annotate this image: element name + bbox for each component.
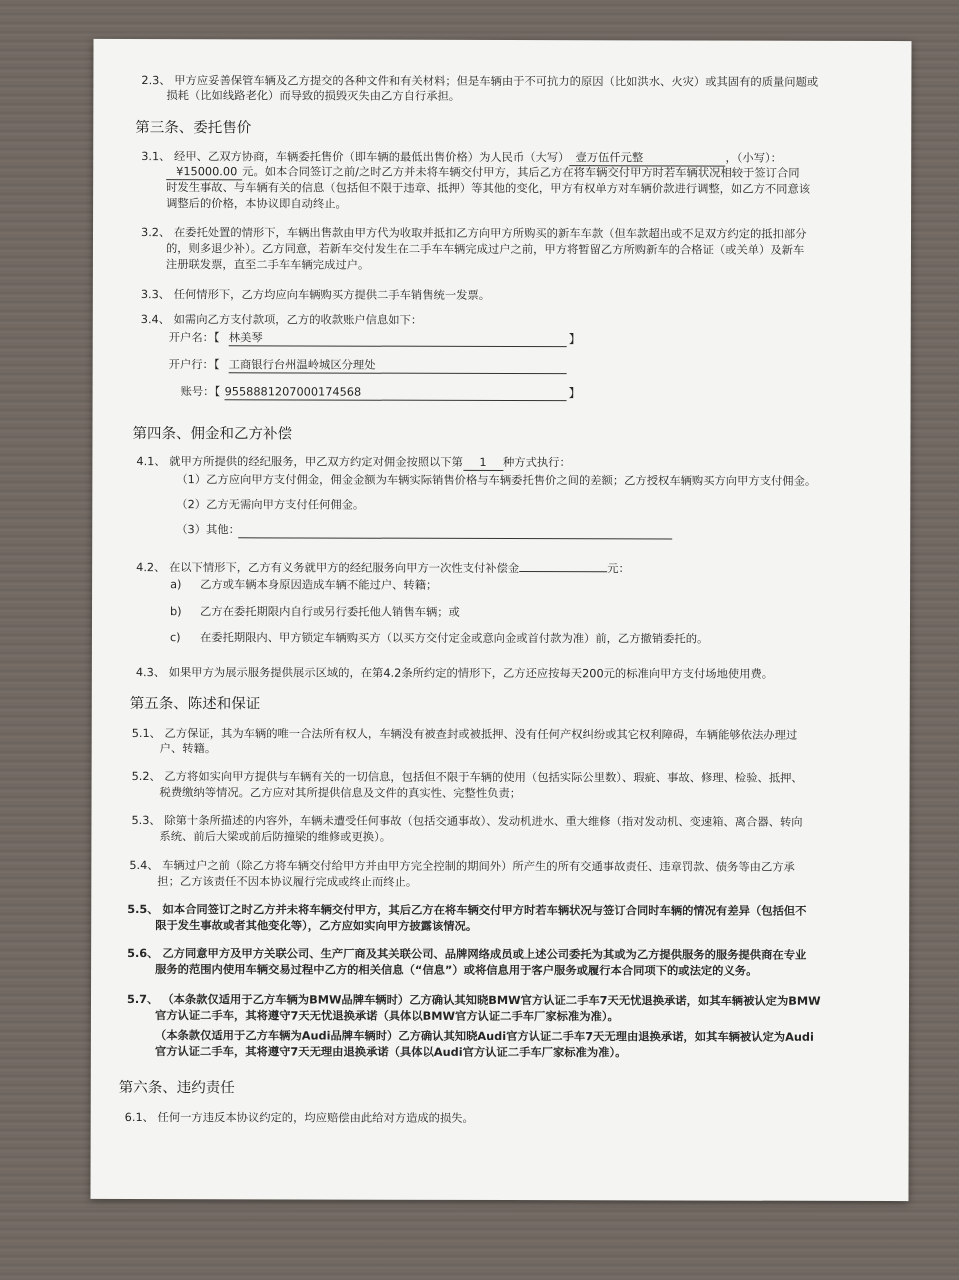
clause-3-1-line3: 时发生事故、与车辆有关的信息（包括但不限于违章、抵押）等其他的变化，甲方有权单方对车辆价款进行调整，如乙方不同意该: [166, 181, 811, 196]
article-6-heading: 第六条、违约责任: [118, 1080, 235, 1097]
clause-5-2-line2: 税费缴纳等情况。乙方应对其所提供信息及文件的真实性、完整性负责；: [159, 786, 522, 801]
compensation-amount-field: [519, 571, 607, 572]
article-3-heading: 第三条、委托售价: [135, 120, 252, 137]
item-b-text: 乙方在委托期限内自行或另行委托他人销售车辆；或: [200, 605, 460, 619]
clause-4-3: 4.3、 如果甲方为展示服务提供展示区域的，在第4.2条所约定的情形下，乙方还应按每天200元的标准向甲方支付场地使用费。: [135, 666, 774, 681]
clause-3-1-line1: 3.1、 经甲、乙双方协商，车辆委托售价（即车辆的最低出售价格）为人民币（大写） 壹万伍仟元整 ，（小写）：: [141, 150, 782, 165]
clause-5-6-line2: 服务的范围内使用车辆交易过程中乙方的相关信息（“信息”）或将信息用于客户服务或履行本合同项下的或法定的义务。: [155, 963, 758, 978]
commission-option-1: （1）乙方应向甲方支付佣金，佣金金额为车辆实际销售价格与车辆委托售价之间的差额；乙方授权车辆购买方向甲方支付佣金。: [176, 473, 817, 488]
article-4-heading: 第四条、佣金和乙方补偿: [132, 426, 293, 443]
clause-2-3-line2: 损耗（比如线路老化）而导致的损毁灭失由乙方自行承担。: [166, 89, 461, 103]
clause-5-1-line2: 户、转籍。: [159, 742, 217, 756]
article-5-heading: 第五条、陈述和保证: [129, 696, 261, 713]
item-b-marker: b): [170, 605, 182, 619]
clause-3-2-line2: 的，则多退少补）。乙方同意，若新车交付发生在二手车车辆完成过户之前，甲方将暂留乙方所购新车的合格证（或关单）及新车: [165, 242, 805, 257]
commission-option-field: 1: [463, 456, 503, 471]
clause-3-1-line4: 调整后的价格，本协议即自动终止。: [166, 197, 347, 211]
clause-5-7-line3: （本条款仅适用于乙方车辆为Audi品牌车辆时）乙方确认其知晓Audi官方认证二手车7天无理由退换承诺，如其车辆被认定为Audi: [154, 1029, 814, 1044]
clause-6-1: 6.1、 任何一方违反本协议约定的，均应赔偿由此给对方造成的损失。: [124, 1111, 474, 1125]
account-number-label: 账号：【: [180, 385, 221, 399]
item-c-marker: c): [169, 631, 181, 645]
account-number-close: 】: [568, 386, 581, 401]
contract-page: [90, 39, 911, 1201]
clause-5-2-line1: 5.2、 乙方将如实向甲方提供与车辆有关的一切信息，包括但不限于车辆的使用（包括实际公里数）、瑕疵、事故、修理、检验、抵押、: [131, 770, 803, 785]
clause-5-1-line1: 5.1、 乙方保证，其为车辆的唯一合法所有权人，车辆没有被查封或被抵押、没有任何产权纠纷或其它权利障碍，车辆能够依法办理过: [131, 727, 798, 742]
upper-amount-field: 壹万伍仟元整: [569, 151, 725, 166]
clause-5-7-line4: 官方认证二手车，其将遵守7天无理由退换承诺（具体以Audi官方认证二手车厂家标准为准）。: [154, 1045, 627, 1060]
clause-4-2-line1: 4.2、 在以下情形下，乙方有义务就甲方的经纪服务向甲方一次性支付补偿金 元：: [136, 561, 630, 576]
clause-5-7-line1: 5.7、 （本条款仅适用于乙方车辆为BMW品牌车辆时）乙方确认其知晓BMW官方认证二手车7天无忧退换承诺，如其车辆被认定为BMW: [126, 993, 821, 1008]
account-name-field: 林美琴: [229, 331, 567, 347]
clause-5-5-line2: 限于发生事故或者其他变化等），乙方应如实向甲方披露该情况。: [155, 919, 478, 933]
bank-field: 工商银行台州温岭城区分理处: [229, 358, 567, 374]
lower-amount-field: ¥15000.00: [166, 165, 242, 180]
other-option-blank: [238, 537, 672, 539]
commission-option-2: （2）乙方无需向甲方支付任何佣金。: [176, 498, 365, 512]
clause-3-3: 3.3、 任何情形下，乙方均应向车辆购买方提供二手车销售统一发票。: [140, 288, 491, 302]
clause-5-4-line2: 担；乙方该责任不因本协议履行完成或终止而终止。: [157, 875, 418, 889]
clause-5-3-line1: 5.3、 除第十条所描述的内容外，车辆未遭受任何事故（包括交通事故）、发动机进水、重大维修（指对发动机、变速箱、离合器、转向: [131, 814, 803, 829]
clause-2-3-line1: 2.3、 甲方应妥善保管车辆及乙方提交的各种文件和有关材料；但是车辆由于不可抗力的原因（比如洪水、火灾）或其固有的质量问题或: [141, 74, 819, 89]
clause-5-6-line1: 5.6、 乙方同意甲方及甲方关联公司、生产厂商及其关联公司、品牌网络成员或上述公司委托为其或为乙方提供服务的服务提供商在专业: [127, 947, 807, 962]
clause-3-2-line3: 注册联发票，直至二手车车辆完成过户。: [165, 258, 370, 272]
clause-3-4-intro: 3.4、 如需向乙方支付款项，乙方的收款账户信息如下：: [140, 313, 423, 327]
account-name-close: 】: [568, 332, 581, 347]
clause-5-7-line2: 官方认证二手车，其将遵守7天无忧退换承诺（具体以BMW官方认证二手车厂家标准为准）。: [154, 1009, 619, 1024]
commission-option-3: （3）其他：: [176, 523, 240, 537]
account-name-label: 开户名：【: [168, 331, 220, 345]
account-number-field: 9558881207000174568: [225, 385, 567, 401]
clause-3-2-line1: 3.2、 在委托处置的情形下，车辆出售款由甲方代为收取并抵扣乙方向甲方所购买的新车车款（但车款超出或不足双方约定的抵扣部分: [140, 226, 807, 241]
item-c-text: 在委托期限内、甲方锁定车辆购买方（以买方交付定金或意向金或首付款为准）前，乙方撤销委托的。: [199, 631, 709, 646]
item-a-marker: a): [170, 578, 182, 592]
clause-5-5-line1: 5.5、 如本合同签订之时乙方并未将车辆交付甲方，其后乙方在将车辆交付甲方时若车辆状况与签订合同时车辆的情况有差异（包括但不: [127, 903, 807, 918]
clause-3-1-line2: ¥15000.00 元。如本合同签订之前/之时乙方并未将车辆交付甲方，其后乙方在将车辆交付甲方时若车辆状况相较于签订合同: [166, 165, 799, 182]
clause-4-1-line1: 4.1、 就甲方所提供的经纪服务，甲乙双方约定对佣金按照以下第 1 种方式执行：: [136, 455, 571, 470]
clause-5-4-line1: 5.4、 车辆过户之前（除乙方将车辆交付给甲方并由甲方完全控制的期间外）所产生的所有交通事故责任、违章罚款、债务等由乙方承: [129, 859, 795, 874]
item-a-text: 乙方或车辆本身原因造成车辆不能过户、转籍；: [200, 578, 438, 592]
clause-5-3-line2: 系统、前后大梁或前后防撞梁的维修或更换）。: [159, 830, 392, 844]
bank-label: 开户行：【: [168, 358, 220, 372]
